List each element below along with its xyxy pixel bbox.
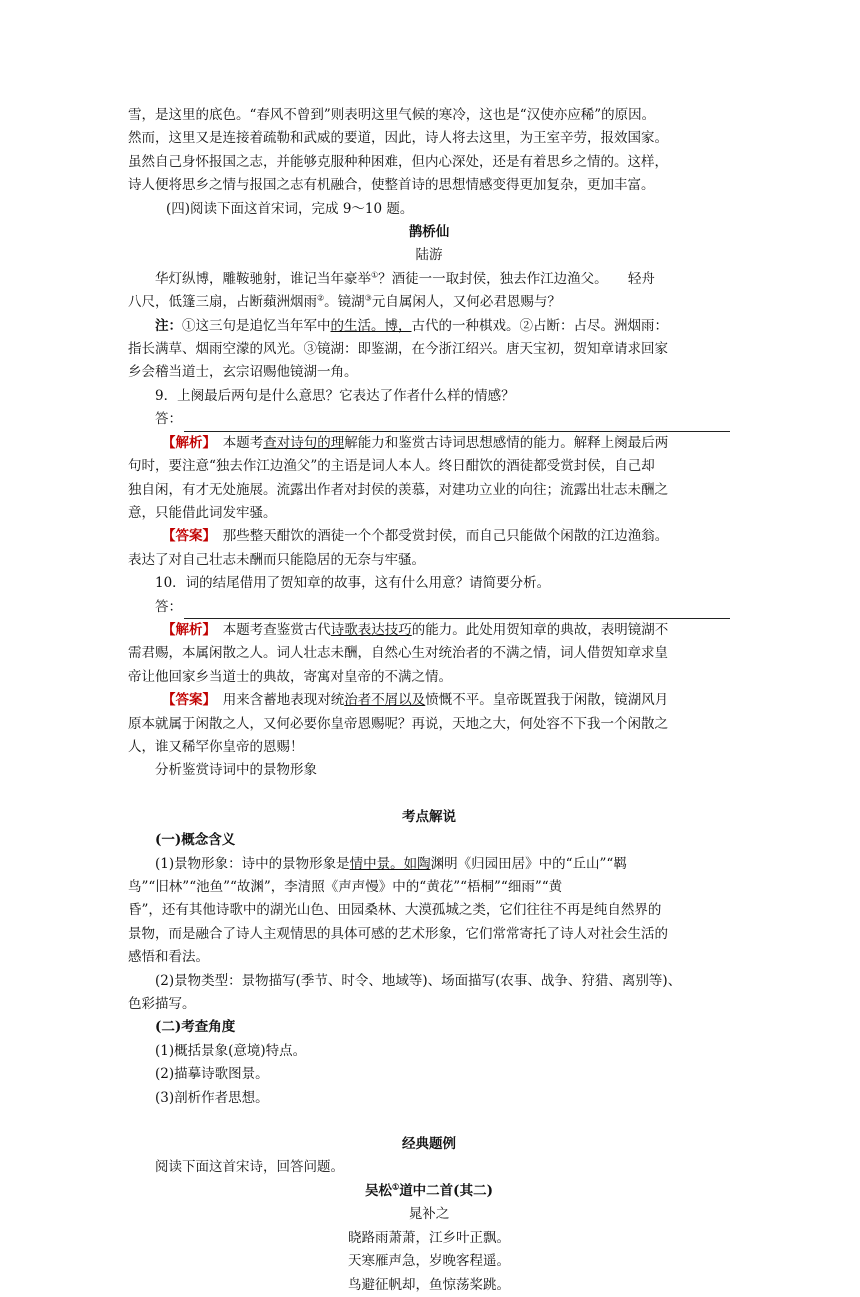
note-line-1 (128, 315, 730, 338)
analysis-text: 诗歌表达技巧 (330, 621, 412, 638)
footnote-marker: ② (317, 293, 325, 303)
q9-key-line-1 (128, 525, 730, 548)
note-line-3: 乡会稽当道士，玄宗诏赐他镜湖一角。 (128, 364, 358, 381)
q10-analysis-line-3: 帝让他回家乡当道士的典故，寄寓对皇帝的不满之情。 (128, 668, 452, 685)
poem-text: ？酒徒一一取封侯，独去作江边渔父。 轻舟 (378, 270, 655, 287)
title-text: 吴松 (365, 1182, 393, 1199)
answer-label: 答： (155, 598, 182, 615)
answer-tag: 【答案】 (162, 528, 210, 545)
concept-item-1-line-2: 鸟”“旧林”“池鱼”“故渊”，李清照《声声慢》中的“黄花”“梧桐”“细雨”“黄 (128, 879, 563, 895)
poem-body-line-1 (128, 268, 730, 291)
q10-key-line-3: 人，谁又稀罕你皇帝的恩赐！ (128, 738, 304, 755)
q9-key-line-2: 表达了对自己壮志未酬而只能隐居的无奈与牢骚。 (128, 551, 425, 568)
q10-key-line-1 (128, 689, 730, 712)
intro-line-4: 诗人便将思乡之情与报国之志有机融合，使整首诗的思想情感变得更加复杂，更加丰富。 (128, 177, 655, 194)
song-poem-line-1: 晓路雨萧萧，江乡叶正飘。 (348, 1229, 510, 1246)
note-text: 古代的一种棋戏。②占断：占尽。洲烟雨： (411, 317, 668, 334)
concept-text: 情中景。如陶 (349, 855, 431, 872)
q10-analysis-line-2: 需君赐，本属闲散之人。词人壮志未酬，自然心生对统治者的不满之情，词人借贺知章求皇 (128, 645, 668, 662)
analysis-tag: 【解析】 (162, 621, 210, 638)
analysis-text: 解能力和鉴赏古诗词思想感情的能力。解释上阕最后两 (344, 434, 669, 451)
answer-text: 那些整天酣饮的酒徒一个个都受赏封侯，而自己只能做个闲散的江边渔翁。 (209, 528, 669, 545)
poem-text: 八尺，低篷三扇，占断蘋洲烟雨 (128, 294, 317, 311)
angle-item-1: (1)概括景象(意境)特点。 (155, 1042, 307, 1059)
q9-analysis-line-2: 句时，要注意“独去作江边渔父”的主语是词人本人。终日酣饮的酒徒都受赏封侯，自己却 (128, 458, 655, 475)
note-text: ①这三句是追忆当年军中 (182, 317, 331, 334)
concept-item-2-line-2: 色彩描写。 (128, 996, 196, 1013)
q10-key-line-2: 原本就属于闲散之人，又何必要你皇帝恩赐呢？再说，天地之大，何处容不下我一个闲散之 (128, 715, 668, 732)
song-poem-line-2: 天寒雁声急，岁晚客程遥。 (348, 1253, 510, 1270)
answer-rule[interactable] (184, 604, 730, 619)
note-line-2: 指长满草、烟雨空濛的风光。③镜湖：即鉴湖，在今浙江绍兴。唐天宝初，贺知章请求回家 (128, 341, 668, 358)
kaodian-heading: 考点解说 (402, 808, 456, 825)
concept-item-1-line-5: 感悟和看法。 (128, 949, 209, 966)
footnote-marker: ③ (364, 293, 372, 303)
answer-line-10 (128, 596, 730, 619)
concept-heading: (一)概念含义 (155, 832, 236, 849)
answer-tag: 【答案】 (162, 692, 210, 709)
concept-text: (1)景物形象：诗中的景物形象是 (155, 855, 350, 872)
q10-analysis-line-1 (128, 619, 730, 642)
q9-analysis-line-3: 独自闲，有才无处施展。流露出作者对封侯的羡慕，对建功立业的向往；流露出壮志未酬之 (128, 481, 668, 498)
jingdian-heading: 经典题例 (402, 1136, 456, 1153)
song-poem-title (128, 1180, 730, 1203)
angle-item-3: (3)剖析作者思想。 (155, 1089, 269, 1106)
analysis-tag: 【解析】 (162, 434, 210, 451)
document-page (128, 104, 730, 1297)
title-text: 道中二首(其二) (399, 1182, 493, 1199)
answer-text: 用来含蓄地表现对统 (209, 692, 345, 709)
poem-text: 。镜湖 (324, 294, 365, 311)
angle-item-2: (2)描摹诗歌图景。 (155, 1066, 269, 1083)
note-text: 的生活。博， (330, 317, 412, 334)
answer-label: 答： (155, 411, 182, 428)
angle-heading: (二)考查角度 (155, 1019, 236, 1036)
song-poem-line-3: 鸟避征帆却，鱼惊荡桨跳。 (348, 1276, 510, 1293)
section4-prompt: (四)阅读下面这首宋词，完成 9～10 题。 (166, 200, 414, 217)
topic-line: 分析鉴赏诗词中的景物形象 (155, 762, 317, 779)
answer-rule[interactable] (184, 417, 730, 432)
answer-text: 愤慨不平。皇帝既置我于闲散，镜湖风月 (425, 692, 669, 709)
q9-analysis-line-4: 意，只能借此词发牢骚。 (128, 504, 277, 521)
analysis-text: 查对诗句的理 (263, 434, 345, 451)
poem-body-line-2 (128, 291, 730, 314)
analysis-text: 本题考 (209, 434, 264, 451)
intro-line-2: 然而，这里又是连接着疏勒和武威的要道，因此，诗人将去这里，为王室辛劳，报效国家。 (128, 130, 668, 147)
q9-analysis-line-1 (128, 432, 730, 455)
poem-text: 华灯纵博，雕鞍驰射，谁记当年豪举 (155, 270, 371, 287)
concept-item-1-line-4: 景物，而是融合了诗人主观情思的具体可感的艺术形象，它们常常寄托了诗人对社会生活的 (128, 925, 668, 942)
footnote-marker: ① (371, 270, 379, 280)
poem-text: 元自属闲人，又何必君恩赐与？ (371, 294, 561, 311)
analysis-text: 的能力。此处用贺知章的典故，表明镜湖不 (411, 621, 669, 638)
concept-text: 渊明《归园田居》中的“丘山”“羁 (430, 855, 627, 872)
concept-item-2-line-1: (2)景物类型：景物描写(季节、时令、地域等)、场面描写(农事、战争、狩猎、离别等)、 (155, 972, 682, 989)
answer-line-9 (128, 408, 730, 431)
concept-item-1-line-1 (128, 853, 730, 876)
question-10: 10．词的结尾借用了贺知章的故事，这有什么用意？请简要分析。 (155, 575, 551, 592)
analysis-text: 本题考查鉴赏古代 (209, 621, 331, 638)
footnote-marker: ① (392, 1181, 400, 1192)
answer-text: 治者不屑以及 (344, 692, 426, 709)
intro-line-1: 雪，是这里的底色。“春风不曾到”则表明这里气候的寒冷，这也是“汉使亦应稀”的原因。 (128, 107, 656, 123)
poem-title: 鹊桥仙 (408, 224, 450, 241)
intro-line-3: 虽然自己身怀报国之志，并能够克服种种困难，但内心深处，还是有着思乡之情的。这样， (128, 153, 668, 170)
song-poem-author: 晁补之 (408, 1206, 450, 1223)
poem-author: 陆游 (415, 247, 443, 264)
question-9: 9．上阕最后两句是什么意思？它表达了作者什么样的情感？ (155, 387, 515, 404)
concept-item-1-line-3: 昏”，还有其他诗歌中的湖光山色、田园桑林、大漠孤城之类，它们往往不再是纯自然界的 (128, 902, 662, 919)
jingdian-prompt: 阅读下面这首宋诗，回答问题。 (155, 1159, 344, 1176)
note-label: 注： (155, 317, 182, 334)
